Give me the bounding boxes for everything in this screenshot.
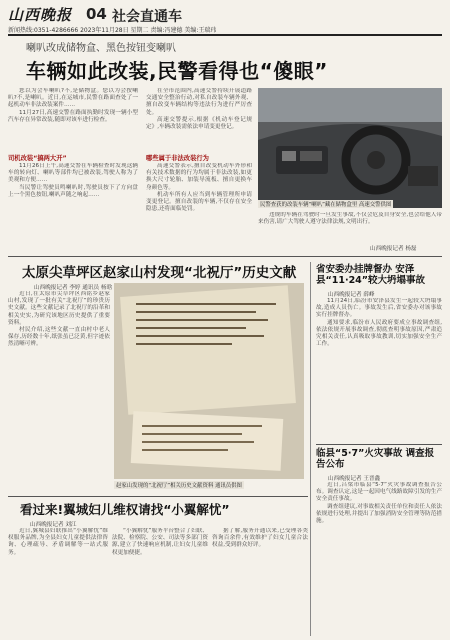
column-divider [310,262,311,636]
masthead-meta: 新闻热线:0351-4286666 2023年11月28日 星期二 责编:冯建德 美编:王瑞玮 [8,27,217,34]
masthead [8,5,442,35]
section-divider [8,256,442,257]
section-divider [316,444,442,445]
paragraph: 调查组建议,对事故相关责任单位和责任人依法依规进行处理,并提出了加强消防安全管理等防范措施。 [316,503,442,525]
lead-photo-car-interior [258,88,442,208]
section-title: 社会直通车 [112,9,182,25]
car-interior-illustration [258,88,442,208]
mid-photo-caption: 赵家山发现的“北祝厅”相关历史文献资料 通讯员供图 [116,483,242,489]
paragraph: 机动车所有人应当到车辆管理所申请变更登记。擅自改装的车辆,不仅存在安全隐患,还将面临处罚。 [146,191,252,213]
lead-column-2 [146,88,252,150]
right-story1-headline: 省安委办挂牌督办 安泽县“11·24”较大坍塌事故 [316,264,426,286]
lead-kicker: 喇叭改成储物盒、黑色按钮变喇叭 [26,43,176,54]
paragraph: 近日,在太原市尖草坪区西铭乡赵家山村,发现了一批有关“北祝厅”的珍贵历史文献。这些文献记录了北祝厅的沿革和相关史实,为研究该地区历史提供了重要资料。 [8,291,110,326]
paragraph: 近日,翼城县妇联推出“小翼解忧”维权服务品牌,为全县妇女儿童提供法律咨询、心理疏导、矛盾调解等一站式服务。 [8,528,108,556]
bottom-byline: 山西晚报记者 刘江 [30,522,77,528]
lead-subhead-2: 哪些属于非法改装行为 [146,155,209,162]
lead-column-1 [8,88,138,150]
lead-subhead-1: 司机改装“搞两大开” [8,155,67,162]
paragraph: 您以为会车喇叭?不,是储物盒。您以为会按喇叭?不,是喇叭。近日,在运城市,民警在路面查处了一起机动车非法改装案件…… [8,88,138,109]
paragraph: 在全市范围内,高速交警持续开展道路交通安全整治行动,对私自改装车辆外观、擅自改变车辆结构等违法行为进行严厉查处。 [146,88,252,116]
right-story2-byline: 山西晚报记者 王晋鑫 [328,476,381,482]
paragraph: 11月27日,高速交警在路面执勤时发现一辆小型汽车存在异常改装,随即对该车进行检查。 [8,109,138,123]
mid-headline: 太原尖草坪区赵家山村发现“北祝厅”历史文献 [22,265,297,281]
mid-photo-documents [114,283,304,479]
right-story2-body [316,482,442,636]
historic-documents-illustration [114,283,304,479]
paragraph: 近日,吕梁市临县“5·7”火灾事故调查报告公布。调查认定,这是一起因电气线路故障引发的生产安全责任事故。 [316,482,442,503]
bottom-headline: 看过来!翼城妇儿维权请找“小翼解忧” [20,502,230,517]
paragraph: 违规的车辆在驾驶时一旦发生事故,不仅会危及自身安全,也会给他人带来伤害,请广大驾驶人遵守法律法规,文明出行。 [258,212,442,226]
right-story2-headline: 临县“5·7”火灾事故 调查报告公布 [316,448,435,470]
lead-headline: 车辆如此改装,民警看得也“傻眼” [26,59,328,83]
section-divider [8,496,308,497]
newspaper-logo: 山西晚报 [8,6,73,24]
paragraph: “小翼解忧”服务平台整合了妇联、法院、检察院、公安、司法等多部门资源,建立了快速响应机制,让妇女儿童维权更加便捷。 [112,528,208,556]
mid-column-1 [8,291,110,490]
bottom-column-2 [112,528,208,636]
paragraph: 11月24日,临汾市安泽县发生一起较大坍塌事故,造成人员伤亡。事故发生后,省安委办对该事故实行挂牌督办。 [316,298,442,319]
right-story1-byline: 山西晚报记者 薛峰 [328,292,375,298]
paragraph: 高速交警提示,根据《机动车登记规定》,车辆改装需依法申请变更登记。 [146,116,252,131]
page-number: 04 [86,5,107,23]
mid-byline: 山西晚报记者 李婷 通讯员 杨晗 [34,285,113,291]
paragraph: 通知要求,临汾市人民政府要成立事故调查组,依法依规开展事故调查,彻底查明事故原因,严肃追究相关责任,认真吸取事故教训,切实加强安全生产工作。 [316,319,442,348]
paragraph: 据了解,服务开通以来,已受理各类咨询百余件,有效维护了妇女儿童合法权益,受到群众好评。 [212,528,308,549]
lead-column-3 [258,212,442,240]
paragraph: 高速交警表示,擅自改变机动车外形和有关技术数据的行为均属于非法改装,如更换大尺寸轮胎、加装导流板、擅自更换车身颜色等。 [146,163,252,191]
masthead-rule [8,34,442,36]
lead-photo-caption: 民警查获的改装车辆“喇叭”藏在储物盒里 高速交警供图 [260,202,392,208]
bottom-column-1 [8,528,108,636]
paragraph: 11月26日上午,高速交警在车辆检查时发现这辆车的转向灯、喇叭等部件均已被改装,驾驶人称为了美观和方便…… [8,163,138,184]
lead-story-heading [26,39,436,84]
lead-byline: 山西晚报记者 杨磊 [370,246,417,252]
paragraph: 村民介绍,这些文献一直由村中老人保存,历经数十年,纸张虽已泛黄,但字迹依然清晰可辨。 [8,327,110,348]
paragraph: 当民警让驾驶员鸣喇叭时,驾驶员按下了方向盘上一个黑色按钮,喇叭声随之响起…… [8,184,138,198]
bottom-column-3 [212,528,308,636]
lead-column-2b [146,163,252,223]
right-story1-body [316,298,442,438]
lead-column-1b [8,163,138,223]
